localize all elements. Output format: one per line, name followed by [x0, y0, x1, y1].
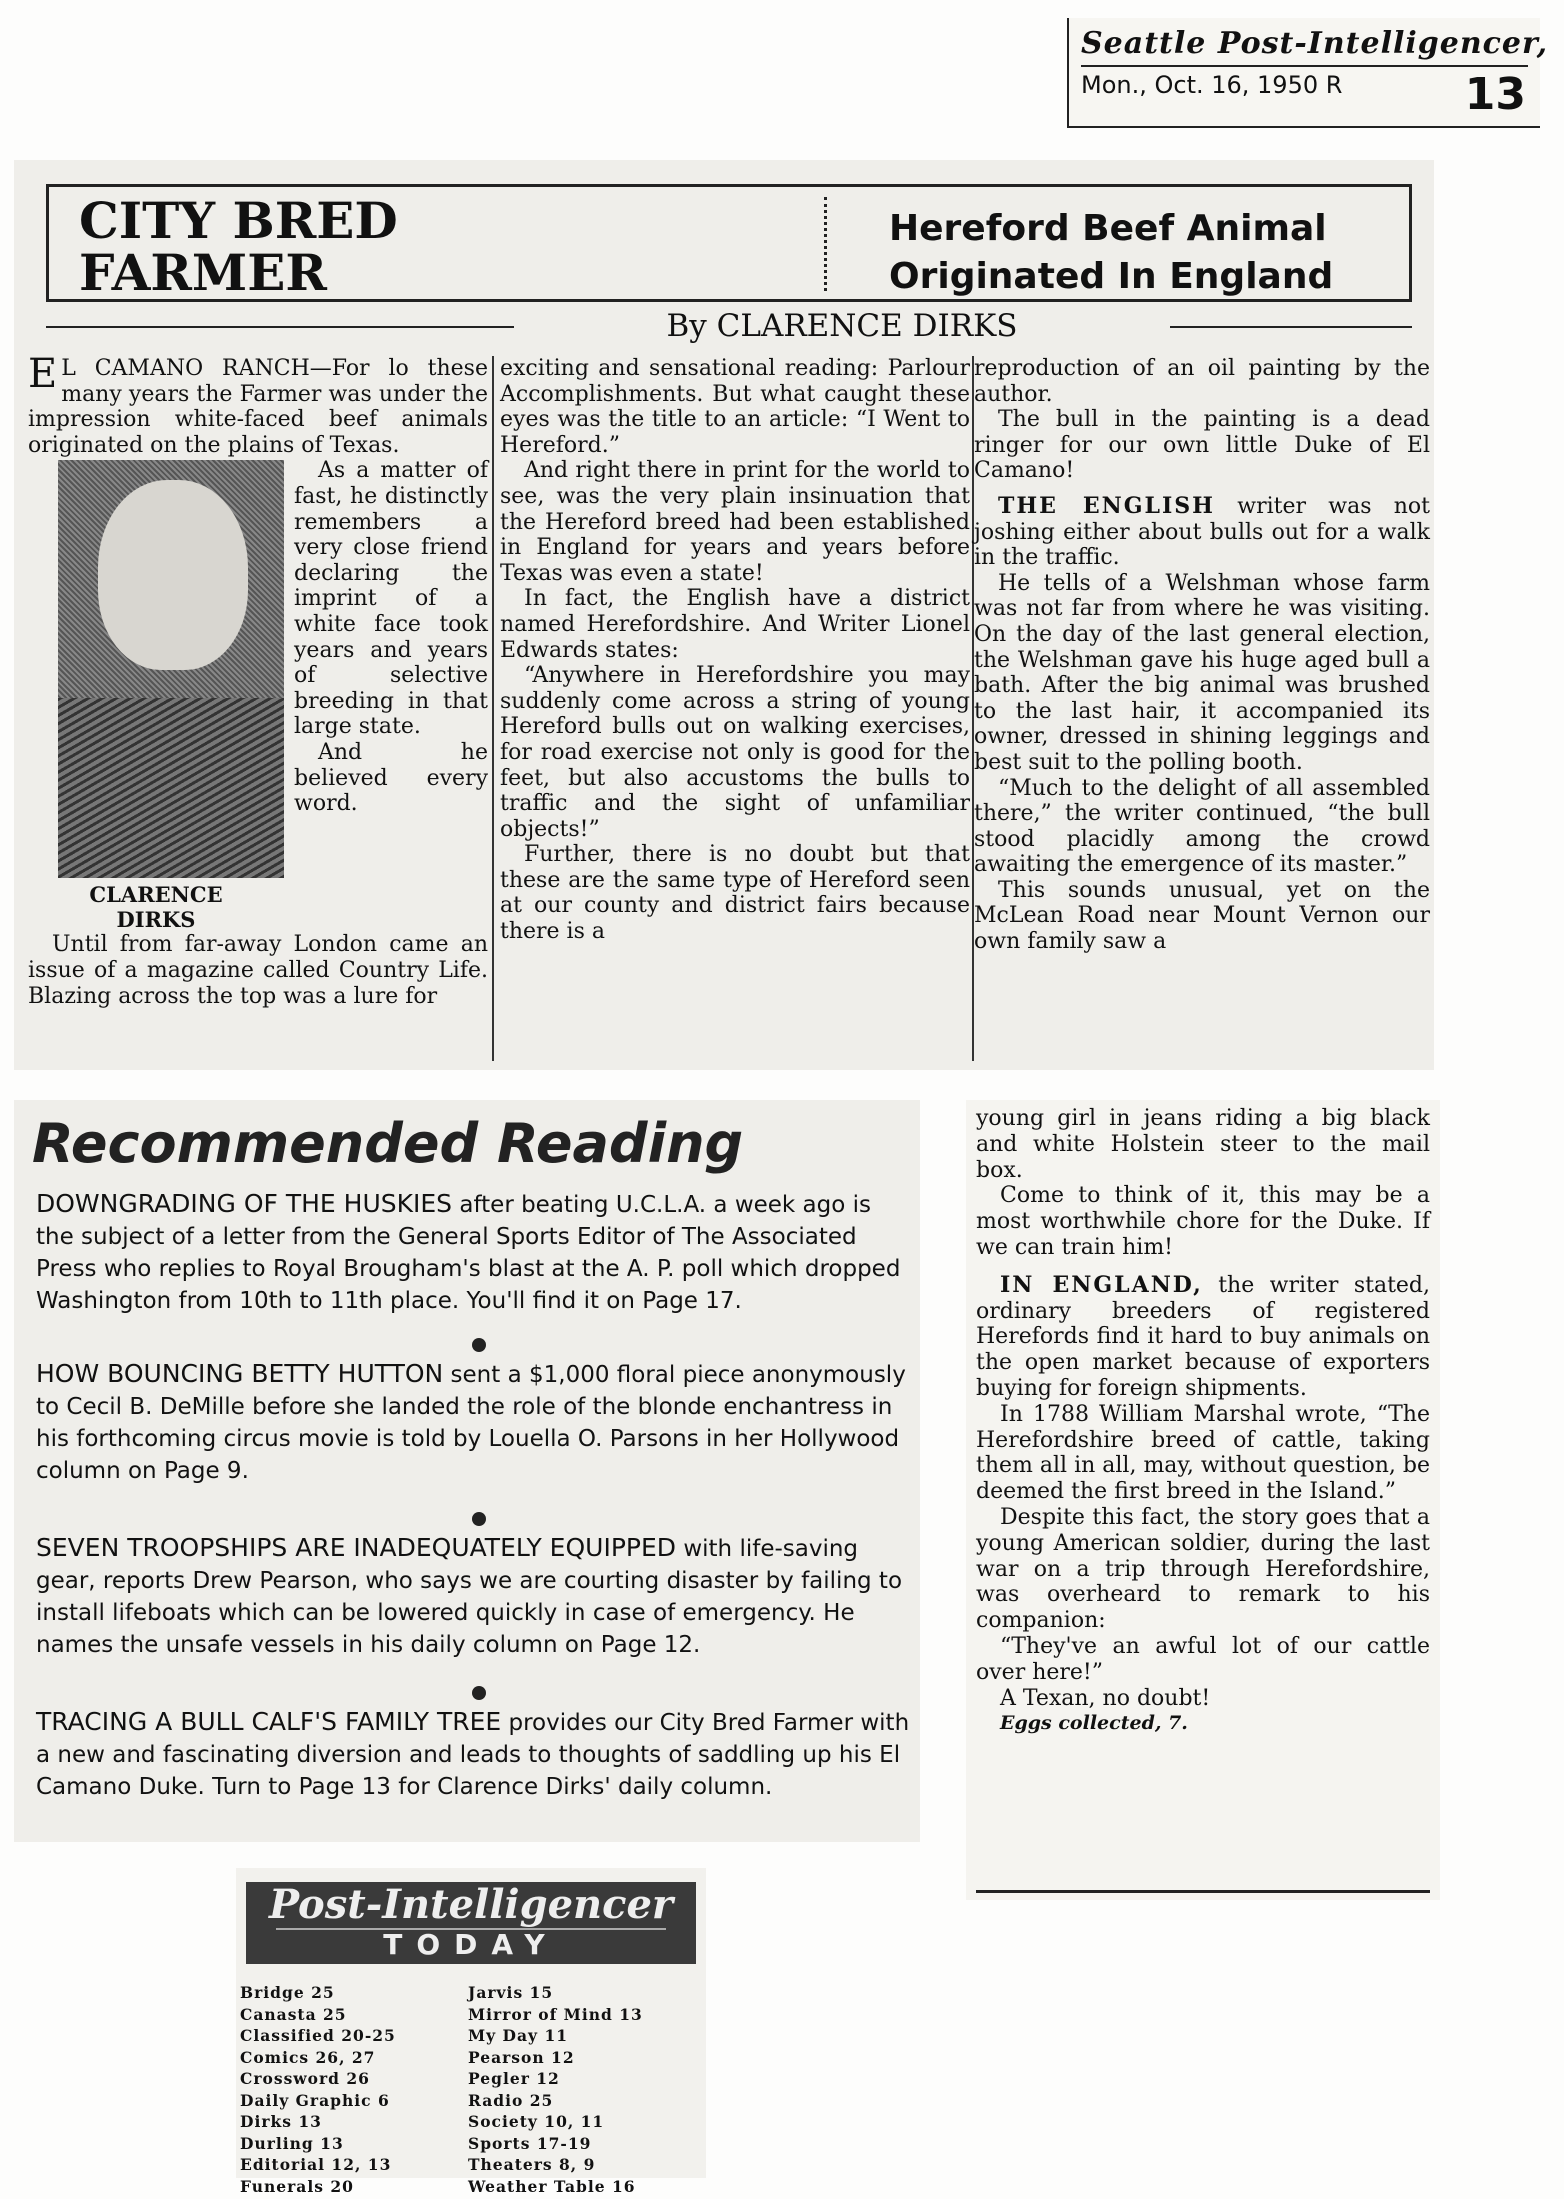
paragraph: The bull in the painting is a dead ringer for our own little Duke of El Camano!	[974, 407, 1430, 484]
reco-item: SEVEN TROOPSHIPS ARE INADEQUATELY EQUIPPED with life-saving gear, reports Drew Pearson, who says we are courting disaster by failing to install lifeboats which can be lowered quickly in case of emergency. He names the unsafe vessels in his daily column on Page 12.	[36, 1533, 903, 1658]
bullet-icon	[472, 1686, 486, 1700]
index-entry: Classified 20-25	[240, 2026, 396, 2045]
index-entry: Society 10, 11	[468, 2112, 605, 2131]
index-entry: Theaters 8, 9	[468, 2155, 596, 2174]
page-number: 13	[1464, 69, 1526, 120]
photo-caption: CLARENCE DIRKS	[89, 882, 223, 933]
paragraph: E L CAMANO RANCH—For lo these many years the Farmer was under the impression white-faced beef animals originated on the plains of Texas.	[28, 351, 488, 458]
paragraph: “Much to the delight of all assembled there,” the writer continued, “the bull stood placidly among the crowd awaiting the emergence of its master.”	[974, 775, 1430, 878]
index-entry: Canasta 25	[240, 2004, 347, 2024]
index-entry: Weather Table 16	[468, 2176, 636, 2196]
bullet-icon	[472, 1338, 486, 1352]
index-entry: Pearson 12	[468, 2047, 575, 2067]
index-entry: Radio 25	[468, 2090, 554, 2110]
masthead-clipping	[1067, 18, 1549, 128]
index-entry: Jarvis 15	[468, 1983, 554, 2002]
index-entry: Funerals 20	[240, 2176, 354, 2196]
column-header	[46, 184, 1412, 302]
column-clipping	[14, 160, 1434, 1070]
paragraph: Come to think of it, this may be a most worthwhile chore for the Duke. If we can train him!	[976, 1183, 1430, 1260]
paragraph: And right there in print for the world to see, was the very plain insinuation that the Hereford breed had been established in England for years and years before Texas was even a state!	[500, 458, 970, 586]
column-subtitle: Hereford Beef Animal Originated In England	[889, 208, 1334, 297]
paragraph: Until from far-away London came an issue of a magazine called Country Life. Blazing across the top was a lure for	[28, 932, 488, 1009]
index-entry: Sports 17-19	[468, 2133, 592, 2153]
end-rule	[976, 1890, 1430, 1893]
index-entry: Durling 13	[240, 2133, 344, 2153]
paragraph: This sounds unusual, yet on the McLean Road near Mount Vernon our own family saw a	[974, 877, 1430, 955]
paragraph: THE ENGLISH writer was not joshing either about bulls out for a walk in the traffic.	[974, 492, 1431, 571]
dateline: Mon., Oct. 16, 1950 R	[1081, 65, 1528, 99]
bullet-icon	[472, 1512, 486, 1526]
today-logo: Post-Intelligencer TODAY	[246, 1882, 696, 1964]
column-text-3	[974, 356, 1430, 955]
index-list-right	[468, 1982, 643, 2197]
paragraph: “Anywhere in Herefordshire you may suddenly come across a string of young Hereford bulls out on walking exercises, for road exercise not only is good for the feet, but also accustoms the bulls to traffic and the sight of unfamiliar objects!”	[500, 663, 970, 842]
column-title: CITY BRED FARMER	[79, 191, 398, 302]
paragraph: IN ENGLAND, the writer stated, ordinary breeders of registered Herefords find it hard to buy animals on the open market because of exporters buying for foreign shipments.	[976, 1271, 1431, 1401]
column-rule	[492, 356, 494, 1061]
column-text-2	[500, 356, 970, 945]
index-entry: Editorial 12, 13	[240, 2155, 392, 2174]
index-entry: Pegler 12	[468, 2069, 560, 2088]
paragraph: reproduction of an oil painting by the author.	[974, 356, 1430, 407]
index-list-left	[240, 1982, 396, 2197]
index-entry: Daily Graphic 6	[240, 2090, 390, 2110]
reco-item: HOW BOUNCING BETTY HUTTON sent a $1,000 floral piece anonymously to Cecil B. DeMille before she landed the role of the blonde enchantress in his forthcoming circus movie is told by Louella O. Parsons in her Hollywood column on Page 9.	[36, 1359, 906, 1484]
index-entry: Mirror of Mind 13	[468, 2004, 643, 2024]
run-in-head: IN ENGLAND,	[1000, 1271, 1203, 1298]
recommended-reading-box	[14, 1100, 920, 1842]
index-entry: My Day 11	[468, 2026, 569, 2045]
paragraph: He tells of a Welshman whose farm was not far from where he was visiting. On the day of the last general election, the Welshman gave his huge aged bull a bath. After the big animal was brushed to the last hair, it accompanied its owner, dressed in shining leggings and best suit to the polling booth.	[974, 570, 1430, 775]
drop-cap: E	[28, 351, 58, 397]
paragraph: young girl in jeans riding a big black and white Holstein steer to the mail box.	[976, 1106, 1430, 1183]
header-divider	[824, 197, 827, 291]
paragraph: Further, there is no doubt but that these are the same type of Hereford seen at our county and district fairs because there is a	[500, 842, 970, 945]
paragraph: “They've an awful lot of our cattle over here!”	[976, 1633, 1430, 1685]
reco-title: Recommended Reading	[32, 1112, 744, 1175]
paragraph: A Texan, no doubt!	[1000, 1685, 1211, 1711]
byline: By CLARENCE DIRKS	[514, 308, 1170, 344]
newspaper-name: Seattle Post-Intelligencer,	[1081, 26, 1549, 61]
index-entry: Dirks 13	[240, 2112, 322, 2131]
continuation-clipping	[966, 1100, 1440, 1900]
index-entry: Comics 26, 27	[240, 2047, 376, 2067]
paragraph: exciting and sensational reading: Parlour Accomplishments. But what caught these eyes was the title to an article: “I Went to Hereford.”	[500, 356, 970, 458]
paragraph: Despite this fact, the story goes that a young American soldier, during the last war on a trip through Herefordshire, was overheard to remark to his companion:	[976, 1504, 1430, 1634]
index-entry: Crossword 26	[240, 2069, 370, 2088]
reco-item: DOWNGRADING OF THE HUSKIES after beating U.C.L.A. a week ago is the subject of a letter from the General Sports Editor of The Associated Press who replies to Royal Brougham's blast at the A. P. poll which dropped Washington from 10th to 11th place. You'll find it on Page 17.	[36, 1189, 901, 1314]
column-text-1	[28, 351, 488, 1009]
today-index-box	[236, 1868, 706, 2196]
reco-item: TRACING A BULL CALF'S FAMILY TREE provides our City Bred Farmer with a new and fascinating diversion and leads to thoughts of saddling up his El Camano Duke. Turn to Page 13 for Clarence Dirks' daily column.	[36, 1707, 910, 1800]
paragraph: And he believed every word.	[294, 739, 488, 817]
index-entry: Bridge 25	[240, 1983, 335, 2002]
continuation-text	[976, 1106, 1430, 1737]
run-in-head: THE ENGLISH	[998, 492, 1215, 519]
paragraph: In fact, the English have a district named Herefordshire. And Writer Lionel Edwards states:	[500, 586, 970, 663]
column-end-note: Eggs collected, 7.	[1000, 1712, 1188, 1735]
author-photo	[58, 460, 284, 878]
paragraph: As a matter of fast, he distinctly remembers a very close friend declaring the imprint of a white face took years and years of selective breeding in that large state.	[294, 458, 488, 740]
paragraph: In 1788 William Marshal wrote, “The Herefordshire breed of cattle, taking them all in all, may, without question, be deemed the first breed in the Island.”	[976, 1401, 1430, 1505]
